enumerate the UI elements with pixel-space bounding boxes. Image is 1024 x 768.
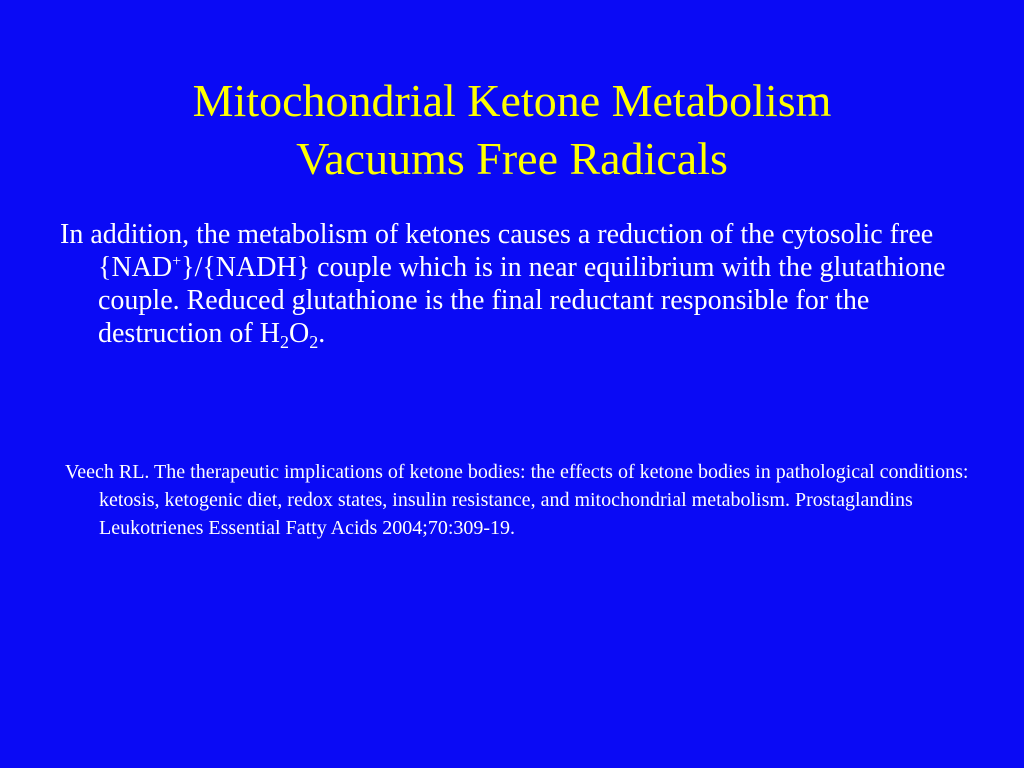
slide-title-line-1: Mitochondrial Ketone Metabolism bbox=[192, 75, 832, 126]
h2-subscript: 2 bbox=[279, 332, 289, 352]
body-text-part-3: O bbox=[288, 318, 310, 349]
body-paragraph bbox=[60, 218, 988, 350]
body-text-part-4: . bbox=[318, 318, 326, 349]
slide-title bbox=[0, 72, 1024, 188]
body-text-part-1: In addition, the metabolism of ketones causes a reduction of the cytosolic free {NAD bbox=[60, 219, 934, 283]
slide-title-line-2: Vacuums Free Radicals bbox=[296, 133, 728, 184]
reference-citation: Veech RL. The therapeutic implications of ketone bodies: the effects of ketone bodies in pathological conditions: ketosis, ketogenic diet, redox states, insulin resistance, and mitochondrial metabolism. Prostaglandins Leukotrienes Essential Fatty Acids 2004;70:309-19. bbox=[65, 461, 969, 539]
nad-plus-superscript: + bbox=[172, 253, 182, 270]
o2-subscript: 2 bbox=[309, 332, 319, 352]
body-text-part-2: }/{NADH} couple which is in near equilibrium with the glutathione couple. Reduced glutathione is the final reductant responsible for the destruction of H bbox=[98, 252, 946, 349]
